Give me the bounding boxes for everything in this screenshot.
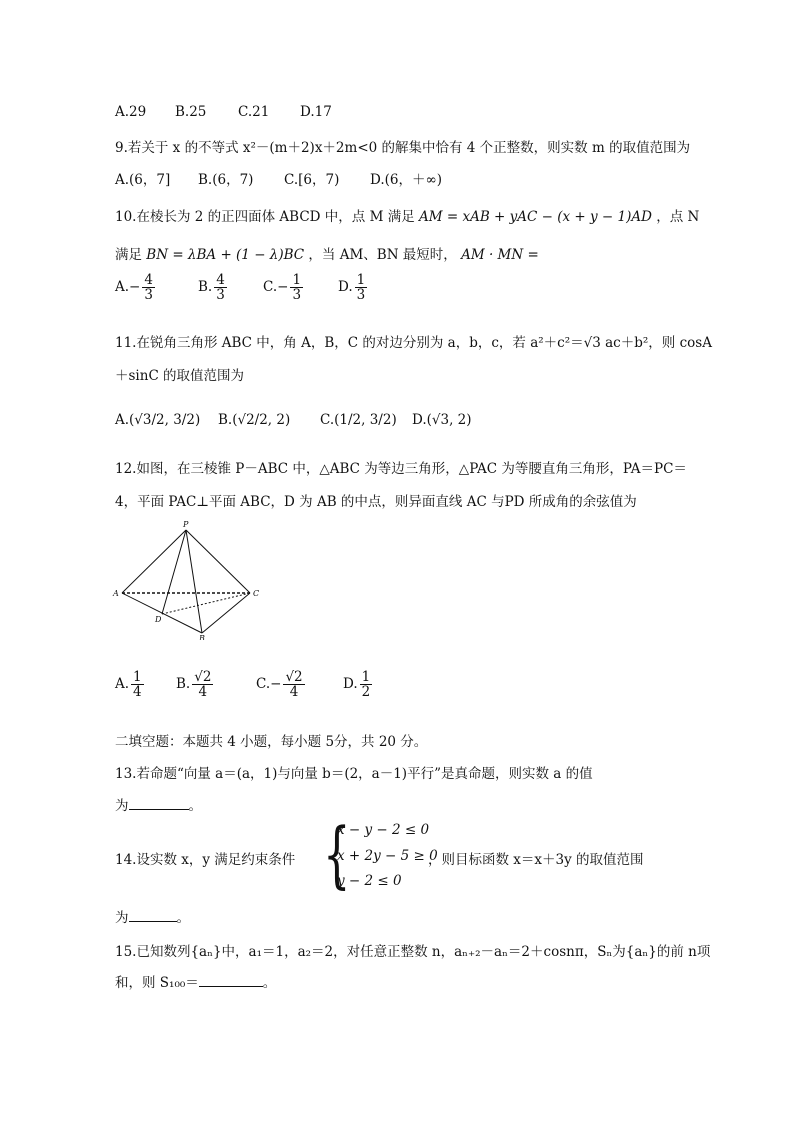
- q14-constraint-1: x − y − 2 ≤ 0: [337, 822, 430, 838]
- edge-pa: [122, 530, 186, 593]
- pyramid-figure: [110, 518, 270, 640]
- q10-line2-mid: ，当 AM、BN 最短时，: [308, 247, 457, 263]
- edge-ab: [122, 593, 202, 633]
- q10-line2-prefix: 满足: [115, 247, 142, 263]
- q8-option-d: D.17: [300, 104, 332, 120]
- q14-constraint-3: y − 2 ≤ 0: [337, 873, 402, 889]
- q10-option-b: B. $\frac{4}{3}$: [198, 272, 225, 304]
- q9-option-a: A.(6，7]: [115, 172, 171, 188]
- edge-pb: [186, 530, 202, 633]
- q8-option-a: A.29: [115, 104, 147, 120]
- q8-option-c: C.21: [238, 104, 270, 120]
- q13-answer-blank[interactable]: [129, 797, 189, 810]
- q10-dot-product: AM · MN =: [461, 247, 539, 263]
- q14-brace: {: [323, 812, 351, 896]
- q15-line2: 和，则 S₁₀₀＝ 。: [115, 975, 277, 991]
- q15-answer-blank[interactable]: [199, 974, 263, 987]
- q14-answer-blank[interactable]: [129, 909, 177, 922]
- q14-constraint-2: x + 2y − 5 ≥ 0: [337, 848, 438, 864]
- q10-bn-formula: BN = λBA + (1 − λ)BC: [146, 247, 305, 263]
- label-c: C: [253, 589, 260, 598]
- edge-pd: [162, 530, 186, 614]
- q12-option-a: A. $\frac{1}{4}$: [115, 669, 142, 701]
- q10-line2: [115, 243, 539, 263]
- label-b: B: [199, 634, 205, 640]
- q11-option-b: B.(√2/2, 2): [218, 412, 291, 428]
- label-a: A: [113, 589, 119, 598]
- q8-option-b: B.25: [175, 104, 207, 120]
- q11-line1: 11.在锐角三角形 ABC 中，角 A，B，C 的对边分别为 a，b，c，若 a²＋c²＝√3 ac＋b²，则 cosA: [115, 335, 712, 351]
- q14-line2: 为 。: [115, 910, 190, 926]
- q10-line1-prefix: 10.在棱长为 2 的正四面体 ABCD 中，点 M 满足: [115, 209, 415, 225]
- q11-line2: ＋sinC 的取值范围为: [115, 368, 245, 384]
- label-p: P: [183, 520, 189, 529]
- label-d: D: [155, 615, 162, 624]
- q12-option-c: C.− $\frac{√2}{4}$: [256, 669, 303, 701]
- q10-line1-suffix: ，点 N: [656, 209, 700, 225]
- q14-prefix: 14.设实数 x，y 满足约束条件: [115, 852, 296, 868]
- q11-option-a: A.(√3/2, 3/2): [115, 412, 201, 428]
- q15-line1: 15.已知数列{aₙ}中，a₁＝1，a₂＝2，对任意正整数 n，aₙ₊₂－aₙ＝2＋cosnπ，Sₙ为{aₙ}的前 n项: [115, 944, 711, 960]
- q10-line1: [115, 205, 699, 225]
- q12-option-b: B. $\frac{√2}{4}$: [176, 669, 212, 701]
- q10-am-formula: AM = xAB + yAC − (x + y − 1)AD: [419, 209, 652, 225]
- q13-line1: 13.若命题“向量 a＝(a，1)与向量 b＝(2，a－1)平行”是真命题，则实数 a 的值: [115, 766, 593, 782]
- q11-option-c: C.(1/2, 3/2): [320, 412, 397, 428]
- q10-option-c: C.− $\frac{1}{3}$: [263, 272, 302, 304]
- q11-option-d: D.(√3, 2): [412, 412, 472, 428]
- q13-line2: 为 。: [115, 798, 202, 814]
- q9-option-d: D.(6，＋∞): [370, 172, 443, 188]
- q12-option-d: D. $\frac{1}{2}$: [343, 669, 371, 701]
- q9-option-b: B.(6，7): [198, 172, 254, 188]
- q12-line1: 12.如图，在三棱锥 P－ABC 中，△ABC 为等边三角形，△PAC 为等腰直角三角形，PA＝PC＝: [115, 461, 687, 477]
- section-heading: 二填空题：本题共 4 小题，每小题 5分，共 20 分。: [115, 734, 428, 750]
- edge-pc: [186, 530, 250, 593]
- q14-suffix: ，则目标函数 x＝x＋3y 的取值范围: [428, 852, 644, 868]
- q12-line2: 4，平面 PAC⊥平面 ABC，D 为 AB 的中点，则异面直线 AC 与PD 所成角的余弦值为: [115, 494, 637, 510]
- q9-text: 9.若关于 x 的不等式 x²－(m＋2)x＋2m<0 的解集中恰有 4 个正整数，则实数 m 的取值范围为: [115, 140, 691, 156]
- q9-option-c: C.[6，7): [284, 172, 340, 188]
- q10-option-a: A.− $\frac{4}{3}$: [115, 272, 153, 304]
- q10-option-d: D. $\frac{1}{3}$: [338, 272, 366, 304]
